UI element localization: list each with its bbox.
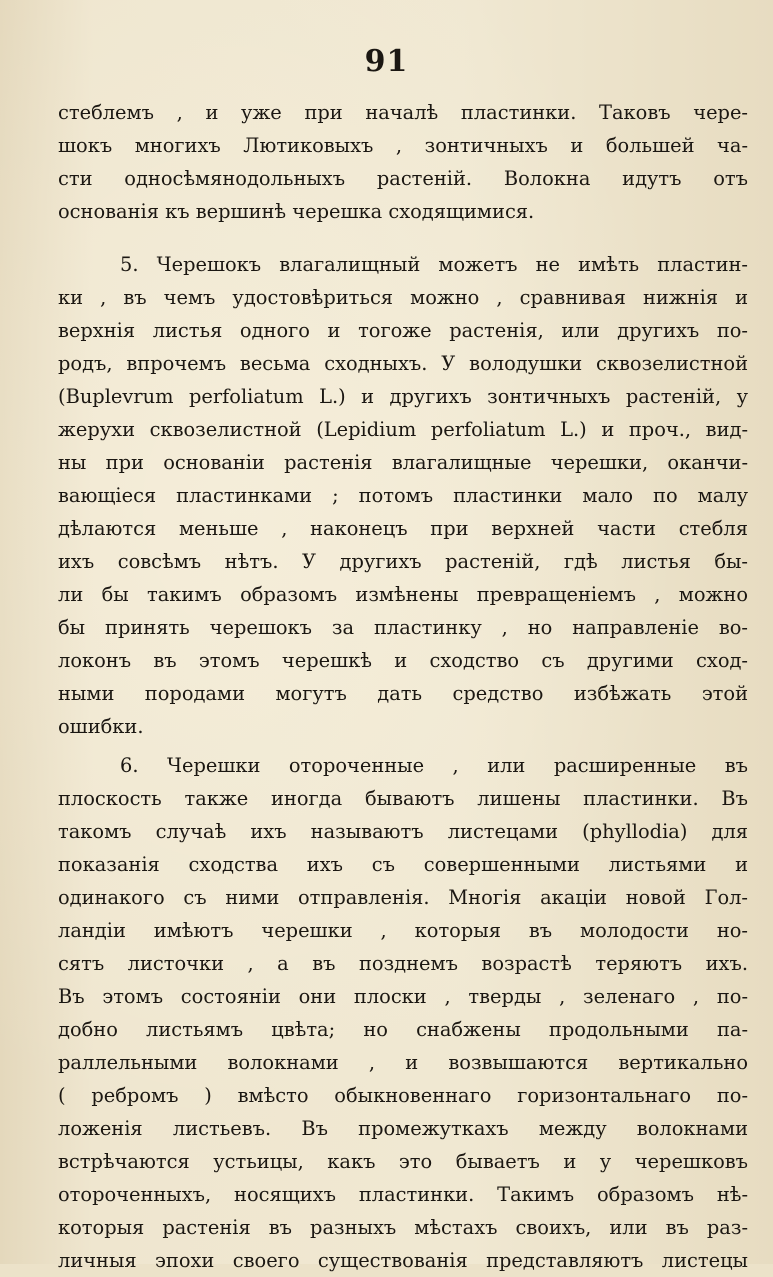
text-line: показанія сходства ихъ съ совершенными листьями и	[58, 853, 748, 876]
paragraph-1	[58, 96, 748, 228]
text-line: сятъ листочки , а въ позднемъ возрастѣ теряютъ ихъ.	[58, 952, 748, 975]
text-line: ошибки.	[58, 715, 144, 738]
paragraph-2	[58, 248, 748, 743]
text-line: (Buplevrum perfoliatum L.) и другихъ зонтичныхъ растеній, у	[58, 385, 748, 408]
text-line: шокъ многихъ Лютиковыхъ , зонтичныхъ и большей ча-	[58, 134, 748, 157]
text-line: такомъ случаѣ ихъ называютъ листецами (phyllodia) для	[58, 820, 748, 843]
paragraph-3	[58, 749, 748, 1277]
text-line: раллельными волокнами , и возвышаются вертикально	[58, 1051, 748, 1074]
text-line: верхнія листья одного и тогоже растенія, или другихъ по-	[58, 319, 748, 342]
text-line: вающіеся пластинками ; потомъ пластинки мало по малу	[58, 484, 748, 507]
text-line: 6. Черешки отороченные , или расширенные въ	[120, 754, 748, 777]
text-line: встрѣчаются устьицы, какъ это бываетъ и у черешковъ	[58, 1150, 748, 1173]
text-line: ны при основаніи растенія влагалищные черешки, оканчи-	[58, 451, 748, 474]
text-line: 5. Черешокъ влагалищный можетъ не имѣть пластин-	[120, 253, 748, 276]
text-line: добно листьямъ цвѣта; но снабжены продольными па-	[58, 1018, 748, 1041]
page-text	[58, 96, 748, 1277]
text-line: ными породами могутъ дать средство избѣжать этой	[58, 682, 748, 705]
text-line: дѣлаются меньше , наконецъ при верхней части стебля	[58, 517, 748, 540]
text-line: личныя эпохи своего существованія представляютъ листецы	[58, 1249, 748, 1272]
text-line: родъ, впрочемъ весьма сходныхъ. У володушки сквозелистной	[58, 352, 748, 375]
text-line: ( ребромъ ) вмѣсто обыкновеннаго горизонтальнаго по-	[58, 1084, 748, 1107]
text-line: жерухи сквозелистной (Lepidium perfoliatum L.) и проч., вид-	[58, 418, 748, 441]
text-line: плоскость также иногда бываютъ лишены пластинки. Въ	[58, 787, 748, 810]
text-line: которыя растенія въ разныхъ мѣстахъ своихъ, или въ раз-	[58, 1216, 748, 1239]
paragraph-gap	[58, 228, 748, 248]
text-line: Въ этомъ состояніи они плоски , тверды , зеленаго , по-	[58, 985, 748, 1008]
text-line: ландіи имѣютъ черешки , которыя въ молодости но-	[58, 919, 748, 942]
text-line: ложенія листьевъ. Въ промежуткахъ между волокнами	[58, 1117, 748, 1140]
text-line: отороченныхъ, носящихъ пластинки. Такимъ образомъ нѣ-	[58, 1183, 748, 1206]
text-line: стеблемъ , и уже при началѣ пластинки. Таковъ чере-	[58, 101, 748, 124]
page-number: 91	[364, 44, 409, 79]
text-line: ки , въ чемъ удостовѣриться можно , сравнивая нижнія и	[58, 286, 748, 309]
text-line: ихъ совсѣмъ нѣтъ. У другихъ растеній, гдѣ листья бы-	[58, 550, 748, 573]
text-line: локонъ въ этомъ черешкѣ и сходство съ другими сход-	[58, 649, 748, 672]
text-line: одинакого съ ними отправленія. Многія акаціи новой Гол-	[58, 886, 748, 909]
text-line: ли бы такимъ образомъ измѣнены превращеніемъ , можно	[58, 583, 748, 606]
text-line: сти односѣмянодольныхъ растеній. Волокна идутъ отъ	[58, 167, 748, 190]
text-line: бы принять черешокъ за пластинку , но направленіе во-	[58, 616, 748, 639]
text-line: основанія къ вершинѣ черешка сходящимися.	[58, 200, 535, 223]
